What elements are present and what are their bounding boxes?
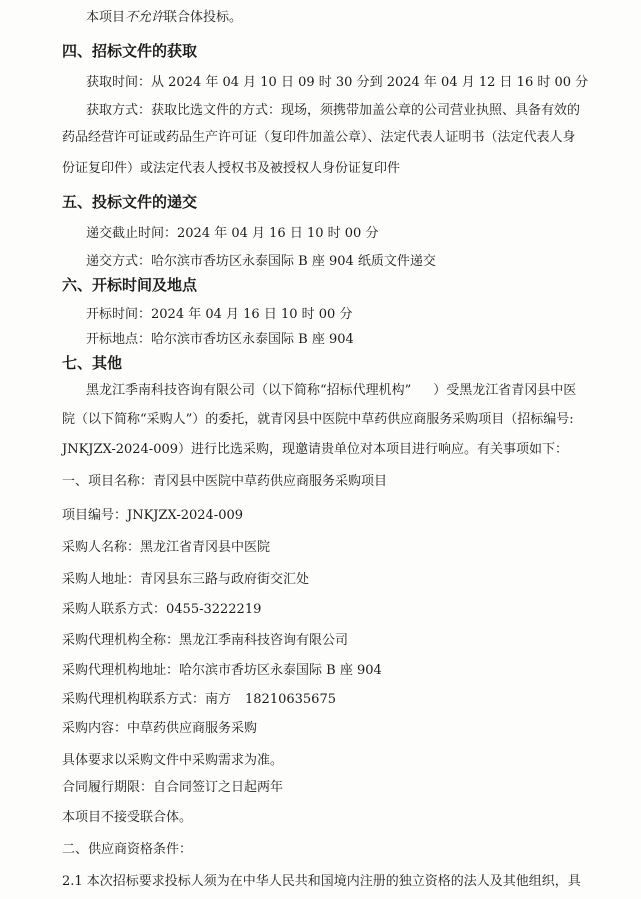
agent-contact [62, 691, 336, 709]
section-6-heading: 六、开标时间及地点 [62, 276, 198, 294]
bid-opening-time: 开标时间：2024 年 04 月 16 日 10 时 00 分 [86, 307, 353, 322]
doc-obtain-time: 获取时间：从 2024 年 04 月 10 日 09 时 30 分到 2024 年 04 月 12 日 16 时 00 分 [86, 75, 589, 90]
doc-obtain-method-line-2: 药品经营许可证或药品生产许可证（复印件加盖公章）、法定代表人证明书（法定代表人身 [62, 130, 576, 145]
no-joint-text-prefix: 本项目 [86, 10, 126, 25]
agent-name: 采购代理机构全称：黑龙江季南科技咨询有限公司 [62, 633, 349, 648]
invitation-line-1 [86, 382, 576, 400]
agent-contact-phone: 18210635675 [245, 692, 336, 707]
bid-submission-method: 递交方式：哈尔滨市香坊区永泰国际 B 座 904 纸质文件递交 [86, 254, 436, 269]
no-joint-venture: 本项目不接受联合体。 [62, 810, 193, 825]
no-joint-emphasis: 不允许 [125, 10, 165, 25]
supplier-qualifications-heading: 二、供应商资格条件： [62, 842, 193, 857]
requirements-note: 具体要求以采购文件中采购需求为准。 [62, 753, 284, 768]
project-name: 一、项目名称：青冈县中医院中草药供应商服务采购项目 [62, 474, 388, 489]
invitation-line-1-part-b: ）受黑龙江省青冈县中医 [433, 383, 577, 398]
buyer-address: 采购人地址：青冈县东三路与政府街交汇处 [62, 572, 310, 587]
doc-obtain-method-line-3: 份证复印件）或法定代表人授权书及被授权人身份证复印件 [62, 161, 401, 176]
procurement-content: 采购内容：中草药供应商服务采购 [62, 721, 258, 736]
invitation-line-1-part-a: 黑龙江季南科技咨询有限公司（以下简称“招标代理机构” [86, 383, 412, 398]
buyer-contact: 采购人联系方式：0455-3222219 [62, 602, 262, 617]
invitation-line-2: 院（以下简称“采购人”）的委托，就青冈县中医院中草药供应商服务采购项目（招标编号: [62, 412, 574, 427]
doc-obtain-method-line-1: 获取方式：获取比选文件的方式：现场，须携带加盖公章的公司营业执照、具备有效的 [86, 103, 581, 118]
buyer-name: 采购人名称：黑龙江省青冈县中医院 [62, 540, 271, 555]
bid-opening-place: 开标地点：哈尔滨市香坊区永泰国际 B 座 904 [86, 332, 354, 347]
project-code: 项目编号：JNKJZX-2024-009 [62, 508, 244, 523]
agent-address: 采购代理机构地址：哈尔滨市香坊区永泰国际 B 座 904 [62, 663, 382, 678]
no-joint-text-suffix: 联合体投标。 [164, 10, 243, 25]
section-4-heading: 四、招标文件的获取 [62, 42, 198, 60]
no-joint-bid-text [86, 9, 242, 27]
section-5-heading: 五、投标文件的递交 [62, 193, 198, 211]
invitation-line-3: JNKJZX-2024-009）进行比选采购，现邀请贵单位对本项目进行响应。有关事项如下： [62, 442, 569, 457]
agent-contact-label: 采购代理机构联系方式：南方 [62, 692, 232, 707]
qualification-2-1: 2.1 本次招标要求投标人须为在中华人民共和国境内注册的独立资格的法人及其他组织，具 [62, 874, 581, 889]
bid-submission-deadline: 递交截止时间：2024 年 04 月 16 日 10 时 00 分 [86, 226, 379, 241]
contract-period: 合同履行期限：自合同签订之日起两年 [62, 780, 284, 795]
section-7-heading: 七、其他 [62, 354, 123, 372]
